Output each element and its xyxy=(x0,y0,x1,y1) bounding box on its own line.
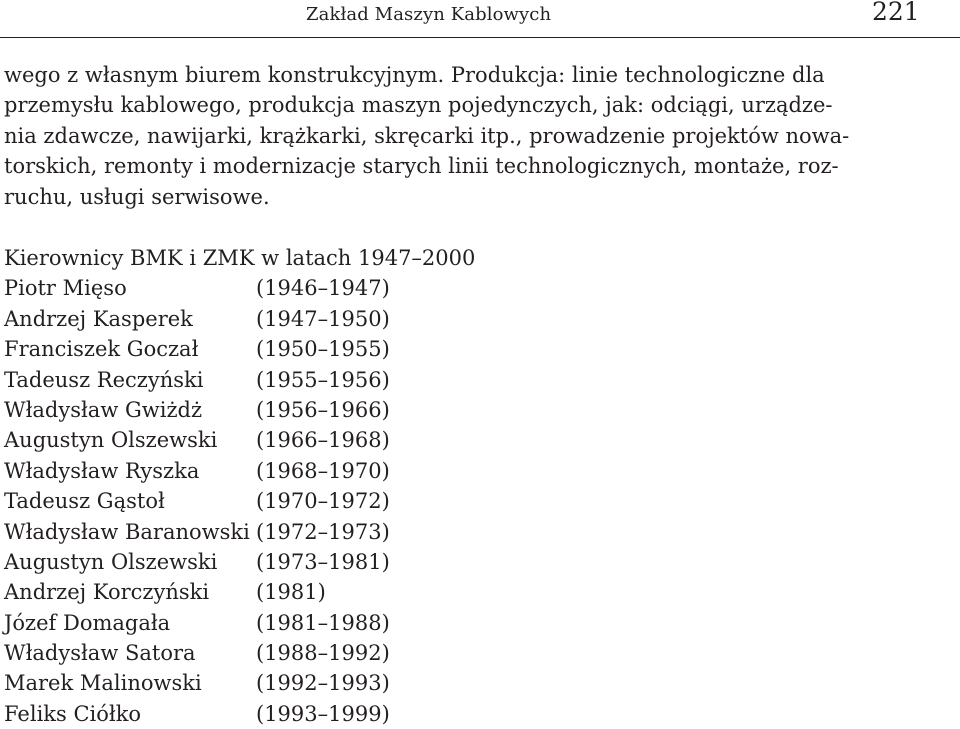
list-item xyxy=(4,608,390,638)
header-rule xyxy=(0,37,960,38)
director-term: (1970–1972) xyxy=(256,489,390,514)
director-term: (1972–1973) xyxy=(256,519,390,544)
director-term: (1947–1950) xyxy=(256,306,390,331)
paragraph-line: ruchu, usługi serwisowe. xyxy=(4,184,270,209)
director-name: Augustyn Olszewski xyxy=(4,549,218,574)
list-item xyxy=(4,547,390,577)
director-term: (1993–1999) xyxy=(256,701,390,726)
paragraph-line: nia zdawcze, nawijarki, krążkarki, skręcarki itp., prowadzenie projektów nowa- xyxy=(4,123,850,148)
director-term: (1950–1955) xyxy=(256,337,390,362)
list-item xyxy=(4,456,390,486)
paragraph-line: torskich, remonty i modernizacje starych linii technologicznych, montaże, roz- xyxy=(4,154,839,179)
director-name: Władysław Satora xyxy=(4,641,196,666)
list-item xyxy=(4,486,390,516)
director-term: (1973–1981) xyxy=(256,549,390,574)
list-item xyxy=(4,425,390,455)
running-head: Zakład Maszyn Kablowych xyxy=(306,4,552,25)
list-item xyxy=(4,365,390,395)
page-number: 221 xyxy=(872,0,920,26)
director-term: (1968–1970) xyxy=(256,458,390,483)
director-name: Władysław Ryszka xyxy=(4,458,200,483)
director-term: (1981–1988) xyxy=(256,610,390,635)
paragraph-line: przemysłu kablowego, produkcja maszyn pojedynczych, jak: odciągi, urządze- xyxy=(4,93,833,118)
director-term: (1988–1992) xyxy=(256,641,390,666)
director-term: (1946–1947) xyxy=(256,276,390,301)
list-item xyxy=(4,517,390,547)
director-term: (1966–1968) xyxy=(256,428,390,453)
body-paragraph xyxy=(4,60,954,212)
paragraph-line: wego z własnym biurem konstrukcyjnym. Produkcja: linie technologiczne dla xyxy=(4,63,825,87)
director-name: Andrzej Kasperek xyxy=(4,306,193,331)
director-name: Tadeusz Reczyński xyxy=(4,367,204,392)
page-header xyxy=(0,0,960,40)
director-term: (1955–1956) xyxy=(256,367,390,392)
director-name: Franciszek Goczał xyxy=(4,337,199,362)
directors-list xyxy=(4,273,390,729)
director-name: Piotr Mięso xyxy=(4,276,127,301)
list-item xyxy=(4,577,390,607)
director-term: (1981) xyxy=(256,580,326,605)
director-name: Marek Malinowski xyxy=(4,671,202,696)
list-item xyxy=(4,273,390,303)
list-item xyxy=(4,304,390,334)
director-term: (1992–1993) xyxy=(256,671,390,696)
director-name: Tadeusz Gąstoł xyxy=(4,489,165,514)
director-name: Feliks Ciółko xyxy=(4,701,142,726)
list-item xyxy=(4,668,390,698)
director-name: Augustyn Olszewski xyxy=(4,428,218,453)
director-name: Władysław Baranowski xyxy=(4,519,250,544)
list-item xyxy=(4,699,390,729)
list-item xyxy=(4,334,390,364)
directors-list-title: Kierownicy BMK i ZMK w latach 1947–2000 xyxy=(4,246,476,270)
director-term: (1956–1966) xyxy=(256,397,390,422)
director-name: Józef Domagała xyxy=(4,610,171,635)
director-name: Władysław Gwiżdż xyxy=(4,397,203,422)
list-item xyxy=(4,638,390,668)
list-item xyxy=(4,395,390,425)
director-name: Andrzej Korczyński xyxy=(4,580,210,605)
